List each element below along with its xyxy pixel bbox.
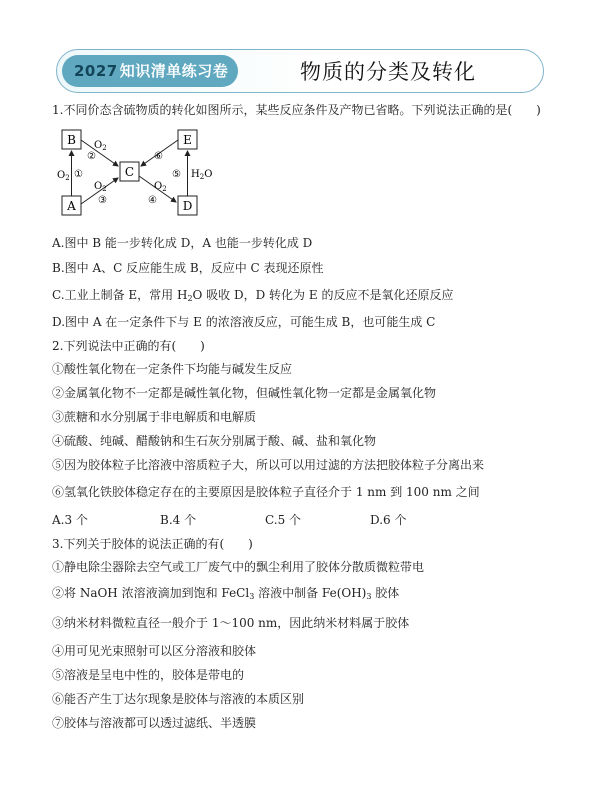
edge1-reagent: $O_2$ bbox=[57, 170, 70, 182]
q3-item: ⑦胶体与溶液都可以透过滤纸、半透膜 bbox=[52, 716, 257, 730]
svg-text:D: D bbox=[182, 199, 193, 213]
edge1-num: ① bbox=[74, 169, 83, 180]
sulfur-transform-diagram bbox=[50, 126, 213, 222]
svg-text:A: A bbox=[67, 199, 76, 213]
edge5-reagent: $H_2O$ bbox=[191, 169, 213, 181]
svg-text:B: B bbox=[67, 133, 76, 147]
svg-text:C: C bbox=[124, 165, 135, 179]
node-D bbox=[178, 196, 197, 215]
year-label: 2027 bbox=[74, 62, 118, 80]
q2-item: ⑥氢氧化铁胶体稳定存在的主要原因是胶体粒子直径介于 1 nm 到 100 nm 之间 bbox=[52, 485, 480, 499]
q3-item: ③纳米材料微粒直径一般介于 1～100 nm，因此纳米材料属于胶体 bbox=[52, 616, 410, 630]
q3-item: ⑥能否产生丁达尔现象是胶体与溶液的本质区别 bbox=[52, 692, 305, 706]
node-A bbox=[62, 196, 81, 215]
q3-item: ②将 NaOH 浓溶液滴加到饱和 FeCl$_3$ 溶液中制备 $Fe(OH)_3$ 胶体 bbox=[52, 586, 400, 601]
q2-option-d: D.6 个 bbox=[370, 513, 407, 527]
q2-stem: 2.下列说法中正确的有( ) bbox=[52, 339, 205, 353]
q2-option-b: B.4 个 bbox=[160, 513, 197, 527]
series-label: 知识清单练习卷 bbox=[119, 62, 229, 80]
q3-stem: 3.下列关于胶体的说法正确的有( ) bbox=[52, 537, 253, 551]
q2-option-c: C.5 个 bbox=[265, 513, 302, 527]
q2-item: ②金属氧化物不一定都是碱性氧化物，但碱性氧化物一定都是金属氧化物 bbox=[52, 386, 437, 400]
node-E bbox=[178, 130, 197, 149]
q2-item: ③蔗糖和水分别属于非电解质和电解质 bbox=[52, 410, 257, 424]
svg-text:E: E bbox=[183, 133, 192, 147]
q2-item: ④硫酸、纯碱、醋酸钠和生石灰分别属于酸、碱、盐和氧化物 bbox=[52, 434, 377, 448]
q1-option-d: D.图中 A 在一定条件下与 E 的浓溶液反应，可能生成 B，也可能生成 C bbox=[52, 315, 436, 329]
q1-option-b: B.图中 A、C 反应能生成 B，反应中 C 表现还原性 bbox=[52, 261, 324, 275]
edge2-reagent: $O_2$ bbox=[94, 140, 107, 152]
edge3-reagent: $O_2$ bbox=[94, 181, 107, 193]
page-title: 物质的分类及转化 bbox=[300, 60, 476, 84]
q2-item: ①酸性氧化物在一定条件下均能与碱发生反应 bbox=[52, 362, 293, 376]
node-B bbox=[62, 130, 81, 149]
node-C bbox=[120, 162, 139, 181]
q3-item: ①静电除尘器除去空气或工厂废气中的飘尘利用了胶体分散质微粒带电 bbox=[52, 560, 425, 574]
edge3-num: ③ bbox=[98, 195, 107, 206]
q3-item: ⑤溶液是呈电中性的，胶体是带电的 bbox=[52, 668, 245, 682]
edge4-reagent: $O_2$ bbox=[154, 181, 167, 193]
edge5-num: ⑤ bbox=[172, 169, 181, 180]
q2-option-a: A.3 个 bbox=[52, 513, 88, 527]
q1-option-c: C.工业上制备 E，常用 $H_2O$ 吸收 D，D 转化为 E 的反应不是氧化还原反应 bbox=[52, 288, 454, 303]
q2-item: ⑤因为胶体粒子比溶液中溶质粒子大，所以可以用过滤的方法把胶体粒子分离出来 bbox=[52, 458, 485, 472]
q1-option-a: A.图中 B 能一步转化成 D，A 也能一步转化成 D bbox=[52, 236, 313, 250]
edge4-num: ④ bbox=[148, 195, 157, 206]
edge6-num: ⑥ bbox=[154, 151, 163, 162]
series-badge bbox=[62, 55, 238, 87]
q3-item: ④用可见光束照射可以区分溶液和胶体 bbox=[52, 644, 257, 658]
edge2-num: ② bbox=[87, 151, 96, 162]
q1-stem: 1.不同价态含硫物质的转化如图所示，某些反应条件及产物已省略。下列说法正确的是( ) bbox=[52, 103, 541, 117]
